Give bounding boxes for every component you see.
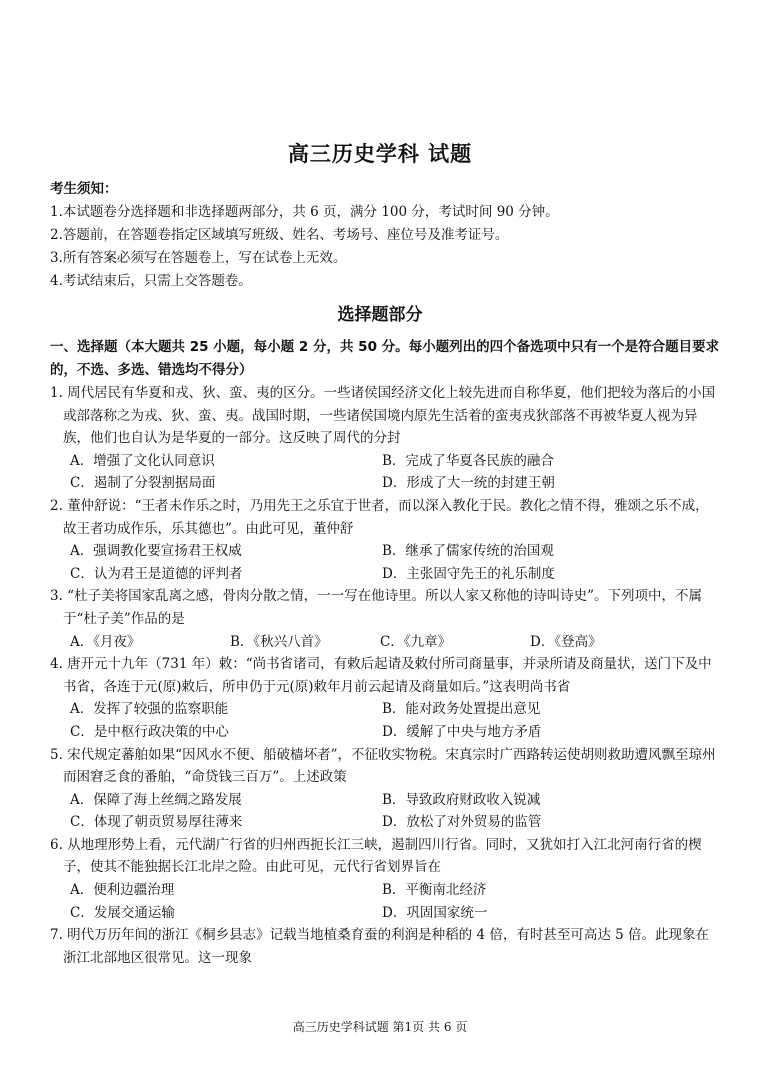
options [50, 540, 718, 585]
option-d: D．巩固国家统一 [382, 904, 488, 921]
question [50, 495, 718, 585]
option-d: D．缓解了中央与地方矛盾 [382, 723, 542, 740]
page-footer: 高三历史学科试题 第1页 共 6 页 [292, 1020, 468, 1034]
question-list [50, 382, 718, 969]
option-b: B．导致政府财政收入锐减 [382, 791, 541, 808]
option-b: B．能对政务处置提出意见 [382, 701, 541, 718]
question-stem: 6. 从地理形势上看，元代湖广行省的归州西扼长江三峡，遏制四川行省。同时，又犹如打入江北河南行省的楔子，使其不能独据长江北岸之险。由此可见，元代行省划界旨在 [50, 836, 702, 876]
question [50, 585, 718, 653]
option-a: A．强调教化要宣扬君王权威 [70, 543, 242, 560]
question [50, 744, 718, 834]
option-d: D．主张固守先王的礼乐制度 [382, 565, 555, 582]
option-c: C．是中枢行政决策的中心 [70, 723, 229, 740]
option-a: A．《月夜》 [70, 633, 141, 650]
exam-notice [50, 178, 720, 293]
option-c: C．遏制了分裂割据局面 [70, 475, 216, 492]
page-title: 高三历史学科 试题 [287, 142, 473, 166]
option-d: D．放松了对外贸易的监管 [382, 814, 542, 831]
question-stem: 3. “杜子美将国家乱离之感，骨肉分散之情，一一写在他诗里。所以人家又称他的诗叫诗史”。下列项中，不属于“杜子美”作品的是 [50, 588, 702, 627]
option-a: A．增强了文化认同意识 [70, 452, 215, 469]
option-a: A．发挥了较强的监察职能 [70, 701, 229, 718]
options [50, 450, 718, 495]
option-a: A．便利边疆治理 [70, 882, 175, 899]
option-b: B．继承了儒家传统的治国观 [382, 543, 554, 560]
notice-item: 2.答题前，在答题卷指定区域填写班级、姓名、考场号、座位号及准考证号。 [50, 227, 509, 243]
question-stem: 2. 董仲舒说：“王者未作乐之时，乃用先王之乐宜于世者，而以深入教化于民。教化之情不得，雅颂之乐不成，故王者功成作乐，乐其德也”。由此可见，董仲舒 [50, 497, 709, 537]
question [50, 834, 718, 924]
question [50, 653, 718, 743]
option-c: C．《九章》 [380, 633, 452, 650]
question-stem: 5. 宋代规定蕃舶如果“因风水不便、船破樯坏者”，不征收实物税。宋真宗时广西路转运使胡则救助遭风飘至琼州而困窘乏食的番舶，“命贷钱三百万”。上述政策 [50, 746, 716, 786]
question [50, 382, 718, 495]
option-c: C．发展交通运输 [70, 904, 175, 921]
options [50, 698, 718, 743]
option-b: B．《秋兴八首》 [230, 633, 328, 650]
question [50, 924, 718, 969]
question-stem: 1. 周代居民有华夏和戎、狄、蛮、夷的区分。一些诸侯国经济文化上较先进而自称华夏，他们把较为落后的小国或部落称之为戎、狄、蛮、夷。战国时期，一些诸侯国境内原先生活着的蛮夷戎狄部落不再被华夏人视为异族，他们也自认为是华夏的一部分。这反映了周代的分封 [50, 385, 716, 447]
section-title: 选择题部分 [337, 305, 423, 325]
notice-heading: 考生须知： [50, 181, 118, 197]
option-c: C．认为君王是道德的评判者 [70, 565, 243, 582]
options [50, 789, 718, 834]
part-heading: 一、选择题（本大题共 25 小题，每小题 2 分，共 50 分。每小题列出的四个备选项中只有一个是符合题目要求的，不选、多选、错选均不得分） [50, 339, 720, 378]
option-a: A．保障了海上丝绸之路发展 [70, 791, 242, 808]
option-d: D．《登高》 [530, 633, 602, 650]
question-stem: 4. 唐开元十九年（731 年）敕：“尚书省诸司，有敕后起请及敕付所司商量事，并录所请及商量状，送门下及中书省，各连于元(原)敕后，所申仍于元(原)敕年月前云起请及商量如后。”这表明尚书省 [50, 656, 712, 695]
option-b: B．平衡南北经济 [382, 882, 487, 899]
option-c: C．体现了朝贡贸易厚往薄来 [70, 814, 243, 831]
options [50, 631, 718, 654]
notice-item: 4.考试结束后，只需上交答题卷。 [50, 273, 252, 289]
option-b: B．完成了华夏各民族的融合 [382, 452, 554, 469]
notice-item: 3.所有答案必须写在答题卷上，写在试卷上无效。 [50, 250, 347, 266]
notice-item: 1.本试题卷分选择题和非选择题两部分，共 6 页，满分 100 分，考试时间 90 分钟。 [50, 204, 559, 220]
question-stem: 7. 明代万历年间的浙江《桐乡县志》记载当地植桑育蚕的利润是种稻的 4 倍，有时甚至可高达 5 倍。此现象在浙江北部地区很常见。这一现象 [50, 927, 710, 966]
options [50, 879, 718, 924]
option-d: D．形成了大一统的封建王朝 [382, 475, 555, 492]
